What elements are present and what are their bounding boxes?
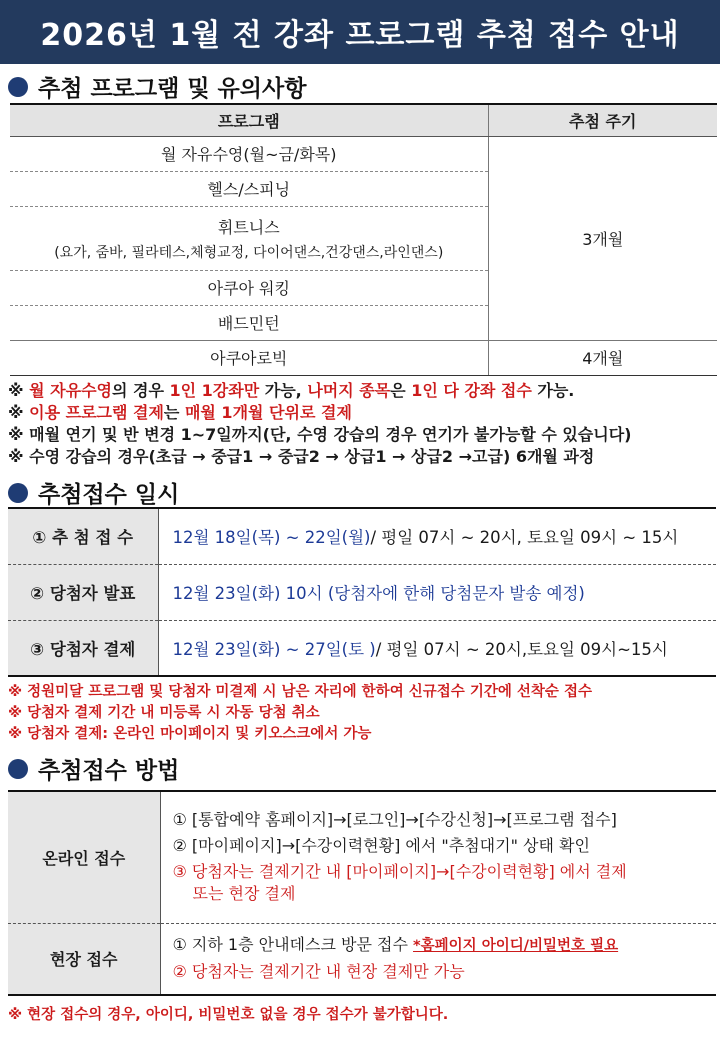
schedule-notes [8, 682, 592, 745]
footer-note: ※ 현장 접수의 경우, 아이디, 비밀번호 없을 경우 접수가 불가합니다. [8, 1007, 449, 1023]
note-line: ※ 정원미달 프로그램 및 당첨자 미결제 시 남은 자리에 한하여 신규접수 기간에 선착순 접수 [8, 684, 592, 700]
method-table [8, 790, 716, 996]
schedule-table [8, 507, 716, 677]
note-line: ※ 당첨자 결제: 온라인 마이페이지 및 키오스크에서 가능 [8, 726, 372, 742]
schedule-value: 12월 23일(화) 10시 (당첨자에 한해 당첨문자 발송 예정) [158, 564, 716, 620]
method-label-online: 온라인 접수 [8, 791, 160, 923]
program-cell: 아쿠아 워킹 [10, 270, 488, 305]
note-line: ※ 매월 연기 및 반 변경 1~7일까지(단, 수영 강습의 경우 연기가 불가능할 수 있습니다) [8, 425, 632, 444]
program-sub-list: (요가, 줌바, 필라테스,체형교정, 다이어댄스,건강댄스,라인댄스) [54, 244, 444, 261]
note-line: ※ 당첨자 결제 기간 내 미등록 시 자동 당첨 취소 [8, 705, 320, 721]
bullet-circle-icon [8, 77, 28, 97]
program-cell-fitness [10, 206, 488, 270]
method-onsite-steps: ① 지하 1층 안내데스크 방문 접수 *홈페이지 아이디/비밀번호 필요 ② 당첨자는 결제기간 내 현장 결제만 가능 [160, 923, 716, 995]
schedule-value: 12월 18일(목) ~ 22일(월)/ 평일 07시 ~ 20시, 토요일 09시 ~ 15시 [158, 508, 716, 564]
note-line: ※ 이용 프로그램 결제는 매월 1개월 단위로 결제 [8, 403, 352, 422]
cycle-cell-4-months: 4개월 [488, 340, 717, 375]
schedule-value: 12월 23일(화) ~ 27일(토 )/ 평일 07시 ~ 20시,토요일 09시~15시 [158, 620, 716, 676]
program-name: 휘트니스 [217, 217, 280, 237]
page-title: 2026년 1월 전 강좌 프로그램 추첨 접수 안내 [40, 18, 680, 53]
page-title-banner [0, 0, 720, 64]
program-cell: 월 자유수영(월~금/화목) [10, 136, 488, 171]
section-program-heading: 추첨 프로그램 및 유의사항 [8, 70, 306, 103]
method-online-steps: ① [통합예약 홈페이지]→[로그인]→[수강신청]→[프로그램 접수] ② [마이페이지]→[수강이력현황] 에서 "추첨대기" 상태 확인 ③ 당첨자는 결제기간 내 [마이페이지]→[수강이력현황] 에서 결제 또는 현장 결제 [160, 791, 716, 923]
program-table [10, 103, 717, 376]
schedule-label: ① 추 첨 접 수 [8, 508, 158, 564]
site-id-required-note: *홈페이지 아이디/비밀번호 필요 [413, 938, 619, 955]
program-cell: 헬스/스피닝 [10, 171, 488, 206]
program-cell: 배드민턴 [10, 305, 488, 340]
section-schedule-heading: 추첨접수 일시 [8, 476, 179, 509]
schedule-label: ③ 당첨자 결제 [8, 620, 158, 676]
column-header-cycle: 추첨 주기 [488, 104, 717, 136]
cycle-cell-3-months: 3개월 [488, 136, 717, 340]
note-line: ※ 월 자유수영의 경우 1인 1강좌만 가능, 나머지 종목은 1인 다 강좌 접수 가능. [8, 381, 575, 400]
column-header-program: 프로그램 [10, 104, 488, 136]
section-method-heading: 추첨접수 방법 [8, 752, 179, 785]
schedule-label: ② 당첨자 발표 [8, 564, 158, 620]
method-label-onsite: 현장 접수 [8, 923, 160, 995]
program-cell: 아쿠아로빅 [10, 340, 488, 375]
bullet-circle-icon [8, 483, 28, 503]
bullet-circle-icon [8, 759, 28, 779]
note-line: ※ 수영 강습의 경우(초급 → 중급1 → 중급2 → 상급1 → 상급2 →고급) 6개월 과정 [8, 447, 595, 466]
program-notes [8, 380, 631, 468]
